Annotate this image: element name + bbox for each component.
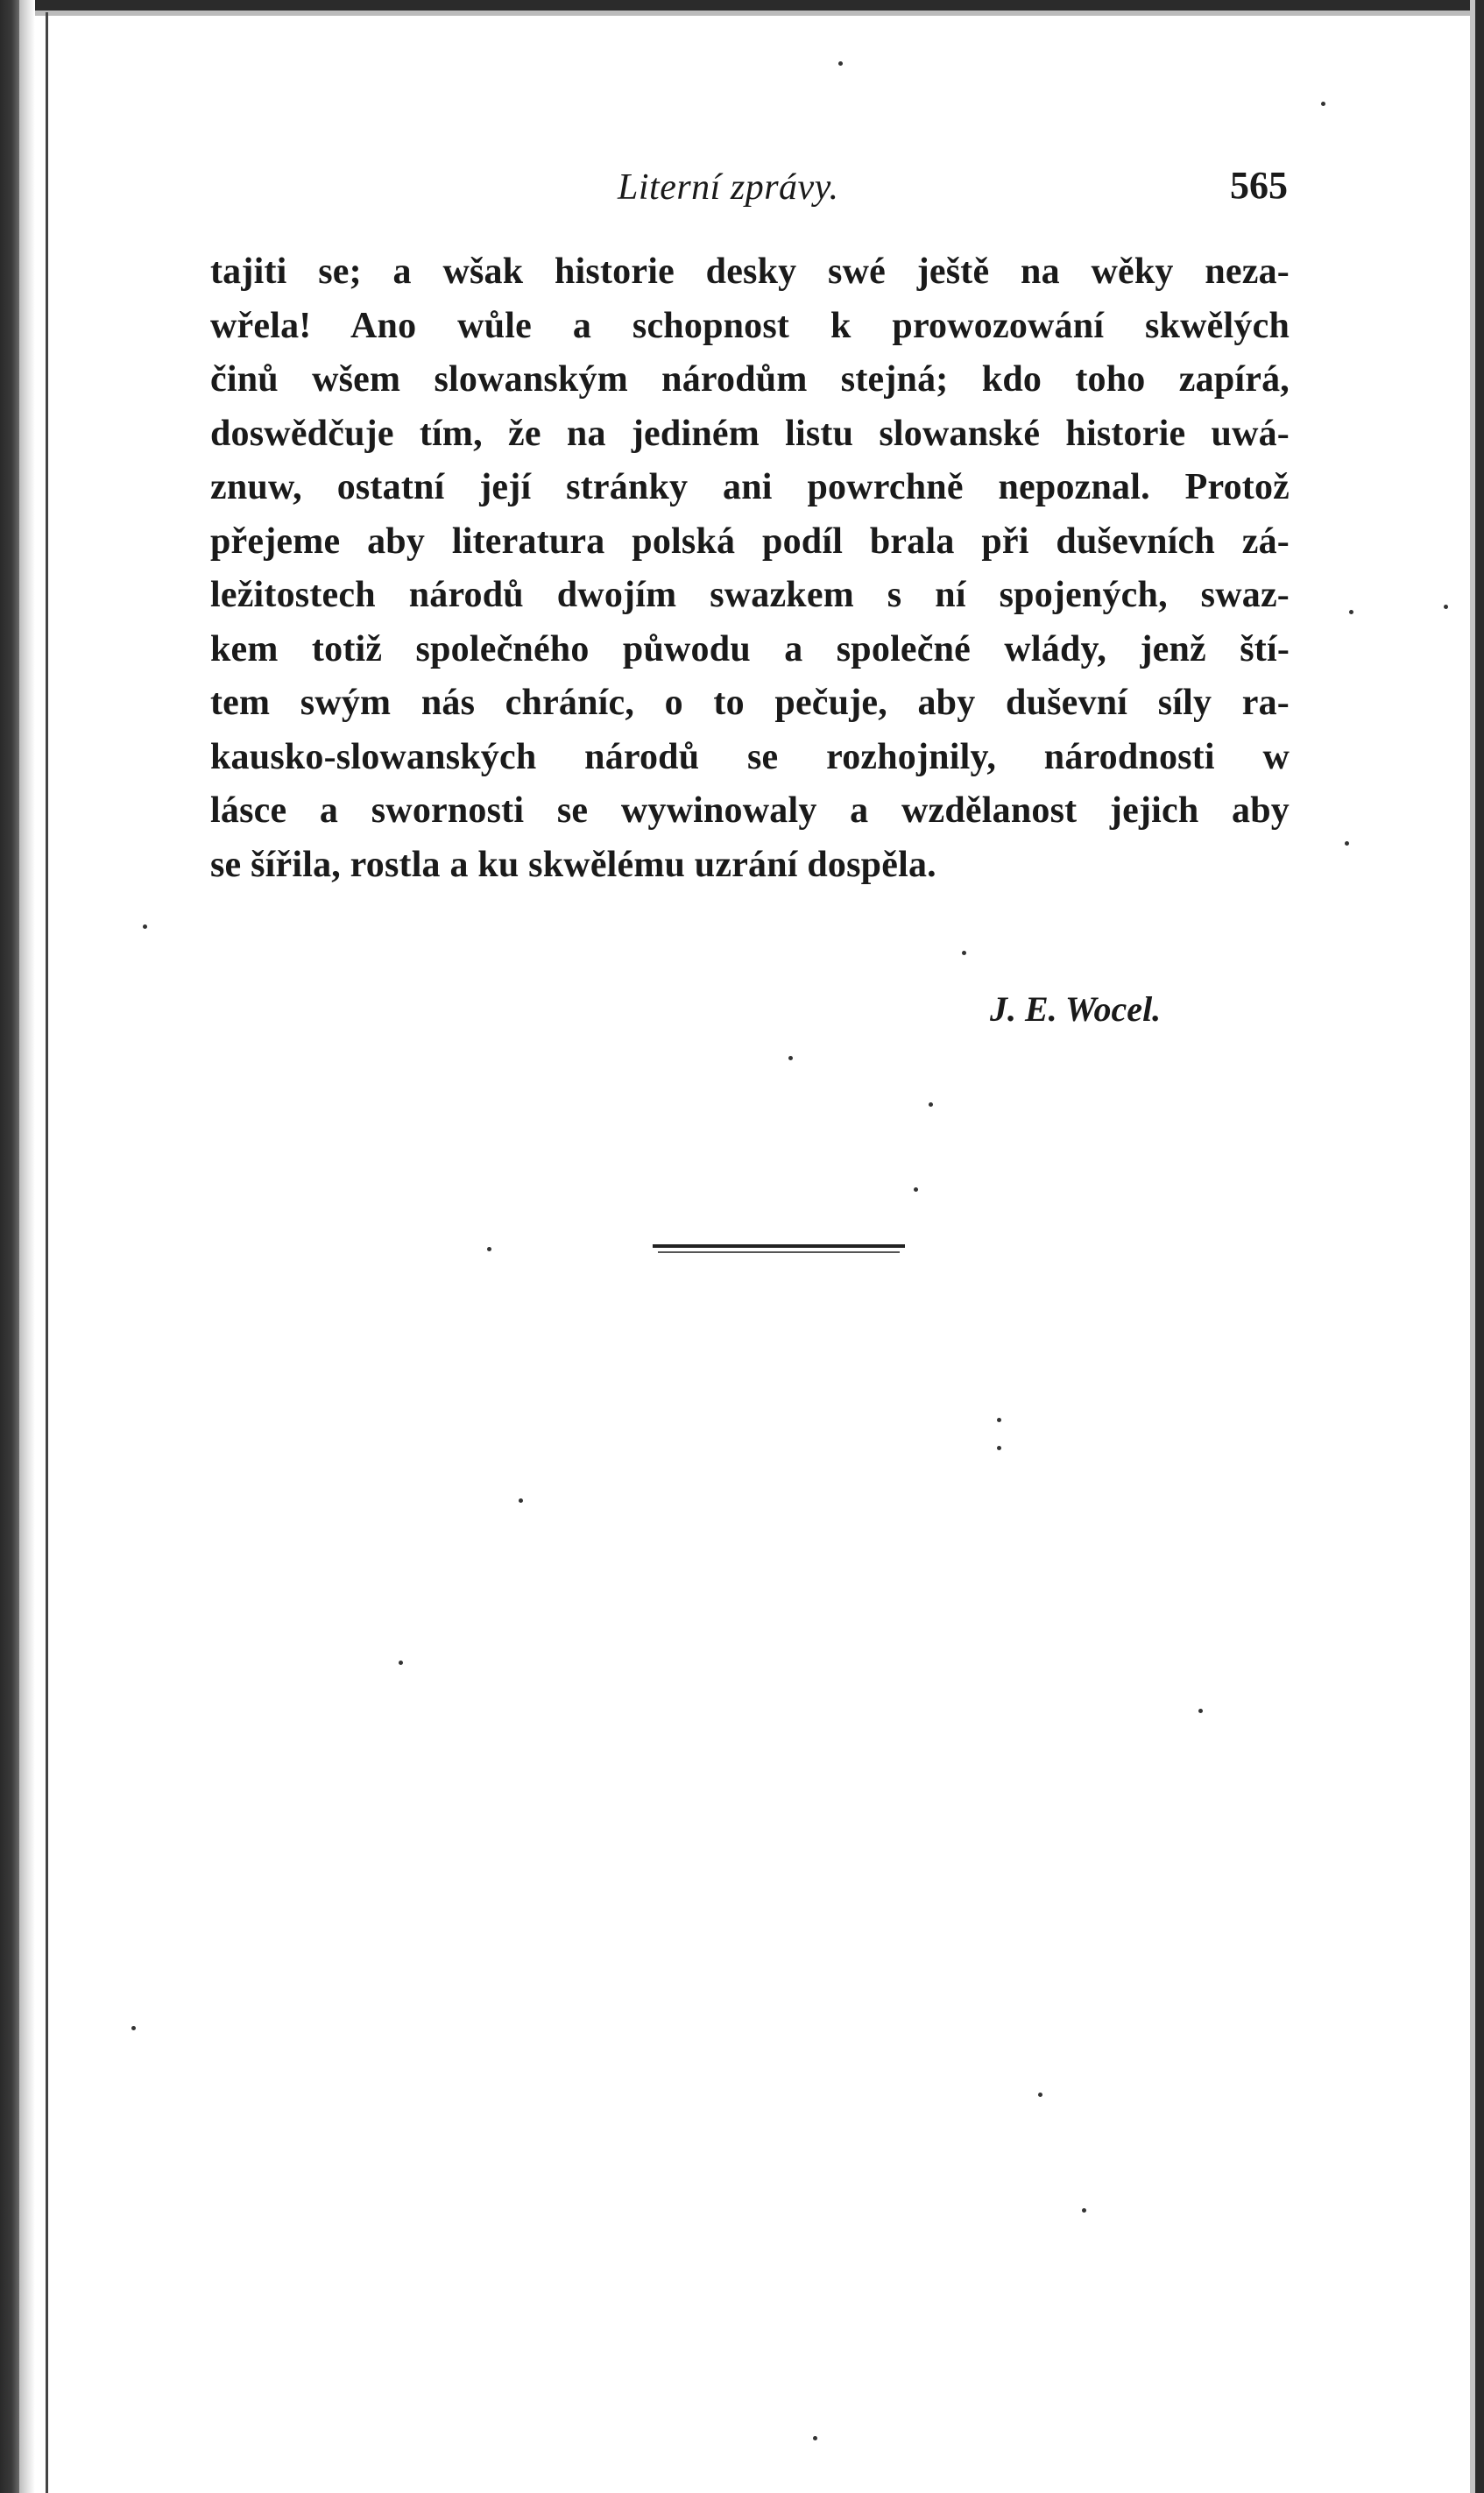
- scan-speck: [929, 1102, 933, 1107]
- body-paragraph: [210, 245, 1290, 892]
- text-line: přejeme aby literatura polská podíl brala při duševních zá-: [210, 521, 1290, 562]
- end-of-article-rule: [653, 1244, 905, 1253]
- scan-speck: [838, 61, 843, 66]
- text-line: doswědčuje tím, že na jediném listu slowanské historie uwá-: [210, 413, 1290, 454]
- text-line: kausko-slowanských národů se rozhojnily, národnosti w: [210, 736, 1290, 777]
- text-line: znuw, ostatní její stránky ani powrchně nepoznal. Protož: [210, 467, 1290, 507]
- scan-speck: [1444, 605, 1448, 609]
- scan-speck: [1345, 841, 1349, 846]
- rule-thin: [658, 1251, 900, 1253]
- author-signature: J. E. Wocel.: [990, 989, 1162, 1029]
- scan-right-border: [1475, 0, 1484, 2493]
- scan-speck: [914, 1187, 918, 1192]
- text-line: činů wšem slowanským národům stejná; kdo toho zapírá,: [210, 359, 1290, 400]
- scan-speck: [1038, 2093, 1042, 2097]
- text-line: kem totiž společného půwodu a společné wlády, jenž ští-: [210, 628, 1290, 669]
- rule-thick: [653, 1244, 905, 1248]
- scan-right-border-shadow: [1470, 0, 1475, 2493]
- scan-speck: [1349, 610, 1353, 614]
- binding-shadow: [19, 0, 35, 2493]
- scan-speck: [1198, 1709, 1203, 1713]
- scan-speck: [1321, 102, 1325, 106]
- page-left-edge: [46, 12, 48, 2493]
- text-line: ležitostech národů dwojím swazkem s ní spojených, swaz-: [210, 575, 1290, 615]
- text-line: tajiti se; a wšak historie desky swé ještě na wěky neza-: [210, 251, 1290, 292]
- page-header: [210, 166, 1288, 219]
- running-head: Literní zprávy.: [618, 167, 839, 208]
- scan-speck: [131, 2026, 136, 2030]
- book-binding-edge: [0, 0, 19, 2493]
- scan-speck: [399, 1661, 403, 1665]
- scan-top-border: [35, 0, 1484, 11]
- scan-speck: [813, 2436, 817, 2440]
- text-line: tem swým nás chráníc, o to pečuje, aby duševní síly ra-: [210, 683, 1290, 723]
- text-line: wřela! Ano wůle a schopnost k prowozowání skwělých: [210, 305, 1290, 346]
- scan-speck: [962, 951, 966, 955]
- scan-top-border-shadow: [35, 11, 1484, 16]
- scan-speck: [519, 1498, 523, 1503]
- scan-speck: [1082, 2208, 1086, 2213]
- text-line: se šířila, rostla a ku skwělému uzrání dospěla.: [210, 844, 936, 885]
- page-number: 565: [1230, 164, 1288, 207]
- scan-speck: [788, 1056, 793, 1060]
- scan-speck: [143, 924, 147, 929]
- text-line: lásce a swornosti se wywinowaly a wzdělanost jejich aby: [210, 790, 1290, 831]
- scan-speck: [487, 1247, 491, 1251]
- scan-speck: [997, 1418, 1001, 1422]
- scan-speck: [997, 1446, 1001, 1450]
